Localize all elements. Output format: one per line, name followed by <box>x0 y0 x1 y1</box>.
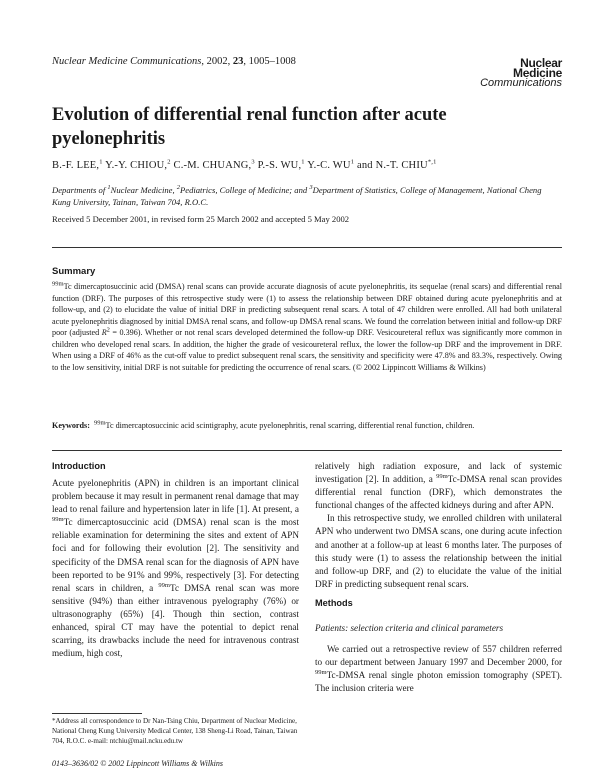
intro-text: Tc DMSA renal scan was more sensitive (94%) than either intravenous pyelography (76%) or ultrasonography (65%) [4]. Though thin section, contrast enhanced, spiral CT may have the potential to depict renal scarring, its drawbacks include the need for intravenous contrast medium, high cost, <box>52 582 299 659</box>
methods-subheading: Patients: selection criteria and clinical parameters <box>315 623 504 633</box>
affil-marker: 3 <box>309 184 313 192</box>
affil-text: Department of Statistics, College of Management, National Cheng Kung University, Tainan, Taiwan 704, R.O.C. <box>52 185 542 207</box>
affiliations <box>52 184 552 208</box>
divider-top <box>52 247 562 248</box>
isotope-superscript: 99m <box>315 669 327 677</box>
footnote-divider <box>52 713 142 714</box>
author-affil-marker: 3 <box>251 158 255 166</box>
author: and N.-T. CHIU <box>356 160 428 171</box>
abstract-text <box>52 281 562 373</box>
intro-paragraph <box>52 477 299 660</box>
summary-heading: Summary <box>52 266 96 277</box>
intro-continuation <box>315 460 562 512</box>
keywords <box>52 420 562 432</box>
intro-text: relatively high radiation exposure, and lack of systemic investigation [2]. In addition, a <box>315 461 562 485</box>
methods-column <box>315 643 562 695</box>
abstract-part: = 0.396). Whether or not renal scars developed determined the follow-up DRF. Vesicoureteral reflux was significantly more common in children who developed renal scars. In addition, the higher the grade of vesicoureteral reflux, the lower the follow-up DRF and the improvement in DRF. When using a DRF of 46% as the cut-off value to predict subsequent renal scars, the sensitivity and specificity were 47.8% and 83.3%, respectively. Owing to the low sensitivity, initial DRF is not suitable for predicting the occurrence of renal scars. (© 2002 Lippincott Williams & Wilkins) <box>52 328 562 372</box>
author: Y.-C. WU <box>307 160 351 171</box>
intro-text: Tc dimercaptosuccinic acid (DMSA) renal scan is the most reliable examination for determining the sites and extent of APN foci and for following their evolution [2]. The sensitivity and specificity of the DMSA renal scan for the diagnosis of APN have been reported to be 91% and 99%, respectively [3]. For detecting renal scars in children, a <box>52 517 299 593</box>
divider-bottom <box>52 450 562 451</box>
author-affil-marker: 1 <box>350 158 355 166</box>
isotope-superscript: 99m <box>93 419 106 427</box>
keywords-label: Keywords: <box>52 421 90 430</box>
methods-text: We carried out a retrospective review of 557 children referred to our department between January 1997 and December 2000, for <box>315 644 562 668</box>
author-affil-marker: 2 <box>167 158 171 166</box>
journal-pages: , 1005–1008 <box>243 56 296 67</box>
correspondence-footnote: *Address all correspondence to Dr Nan-Tsing Chiu, Department of Nuclear Medicine, National Cheng Kung University Medical Center, 138 Sheng-Li Road, Tainan, Taiwan 704, R.O.C. e-mail: ntchiu@mail.ncku.edu.tw <box>52 717 298 746</box>
affil-text: Pediatrics, College of Medicine; and <box>180 185 310 195</box>
journal-logo <box>480 58 562 88</box>
journal-year: , 2002, <box>201 56 233 67</box>
affil-marker: 2 <box>176 184 180 192</box>
right-column <box>315 460 562 591</box>
isotope-superscript: 99m <box>158 581 170 589</box>
author-affil-marker: 1 <box>301 158 305 166</box>
author: Y.-Y. CHIOU, <box>105 160 168 171</box>
intro-text: Acute pyelonephritis (APN) in children is an important clinical problem because it may result in permanent renal damage that may lead to renal failure and hypertension later in life [1]. At present, a <box>52 478 299 515</box>
journal-citation <box>52 56 296 67</box>
methods-heading: Methods <box>315 598 353 608</box>
isotope-superscript: 99m <box>52 516 64 524</box>
affil-marker: 1 <box>107 184 111 192</box>
r-symbol: R <box>101 328 107 338</box>
methods-paragraph <box>315 643 562 695</box>
article-title: Evolution of differential renal function after acute pyelonephritis <box>52 105 447 149</box>
abstract-part: Tc dimercaptosuccinic acid (DMSA) renal scans can provide accurate diagnosis of acute pyelonephritis, its sequelae (renal scars) and differential renal function (DRF). The purposes of this retrospective study were (1) to assess the relationship between DRF obtained during acute pyelonephritis and at follow-up, and (2) to elucidate the value of initial DRF in predicting subsequent renal scars. A total of 47 children were enrolled. All had both unilateral acute pyelonephritis diagnosed by initial DMSA renal scans, and follow-up DMSA renal scans. We found the correlation between initial and follow-up DRF poor (adjusted <box>52 282 562 338</box>
journal-name: Nuclear Medicine Communications <box>52 56 202 67</box>
author-affil-marker: 1 <box>99 158 103 166</box>
isotope-superscript: 99m <box>436 473 448 481</box>
isotope-superscript: 99m <box>52 280 64 288</box>
introduction-heading: Introduction <box>52 461 106 471</box>
logo-line-2: Medicine <box>513 66 562 80</box>
left-column <box>52 477 299 660</box>
copyright-line: 0143–3636/02 © 2002 Lippincott Williams & Wilkins <box>52 759 223 768</box>
affil-text: Nuclear Medicine, <box>110 185 177 195</box>
intro-text: Tc-DMSA renal scan provides differential renal function (DRF), which demonstrates the functional changes of the affected kidneys during and after APN. <box>315 474 562 511</box>
keywords-text: Tc dimercaptosuccinic acid scintigraphy, acute pyelonephritis, renal scarring, differential renal function, children. <box>105 421 475 430</box>
r-squared-marker: 2 <box>106 326 110 334</box>
received-dates: Received 5 December 2001, in revised form 25 March 2002 and accepted 5 May 2002 <box>52 214 350 224</box>
author-affil-marker: *,1 <box>427 158 437 166</box>
logo-line-3: Communications <box>480 77 562 89</box>
author: P.-S. WU, <box>257 160 302 171</box>
intro-paragraph-2: In this retrospective study, we enrolled children with unilateral APN who underwent two DMSA scans, one during acute infection and another at a follow-up at least 6 months later. The purposes of this study were (1) to assess the relationship between the initial and follow-up DRF, and (2) to elucidate the value of the initial DRF in predicting subsequent renal scars. <box>315 513 562 589</box>
journal-volume: 23 <box>232 56 244 67</box>
author: C.-M. CHUANG, <box>173 160 252 171</box>
affil-text: Departments of <box>52 185 108 195</box>
methods-text: Tc-DMSA renal single photon emission tomography (SPET). The inclusion criteria were <box>315 670 562 694</box>
logo-line-1: Nuclear <box>520 56 562 70</box>
author-list <box>52 160 552 171</box>
author: B.-F. LEE, <box>52 160 100 171</box>
